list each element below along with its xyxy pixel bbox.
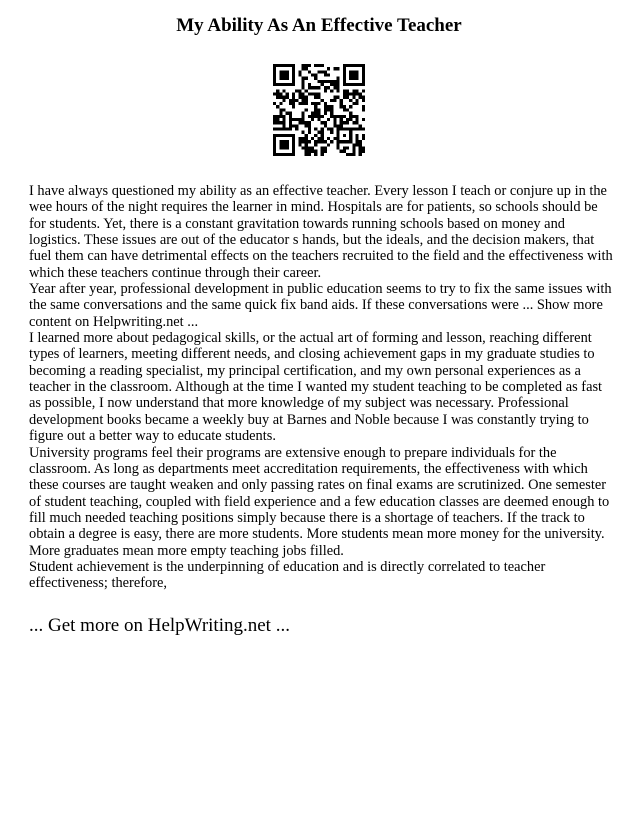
get-more-link[interactable]: ... Get more on HelpWriting.net ... <box>29 615 290 636</box>
paragraph: Student achievement is the underpinning of education and is directly correlated to teacher effectiveness; therefore, <box>29 558 546 592</box>
paragraph: University programs feel their programs are extensive enough to prepare individuals for the classroom. As long as departments meet accreditation requirements, the effectiveness with which these courses are taught weaken and only passing rates on final exams are scrutinized. One semester of student teaching, coupled with field experience and a few education classes are deemed enough to fill much needed teaching positions simply because there is a shortage of teachers. If the track to obtain a degree is easy, there are more students. More students mean more money for the university. More graduates mean more empty teaching jobs filled. <box>29 444 610 559</box>
paragraph: I learned more about pedagogical skills, or the actual art of forming and lesson, reaching different types of learners, meeting different needs, and closing achievement gaps in my graduate studies to becoming a reading specialist, my principal certification, and my own personal experiences as a teacher in the classroom. Although at the time I wanted my student teaching to be completed as fast as possible, I now understand that more knowledge of my subject was necessary. Professional development books became a weekly buy at Barnes and Noble because I was constantly trying to figure out a better way to educate students. <box>29 330 603 445</box>
qr-code-icon <box>273 64 365 156</box>
qr-code-graphic <box>273 64 365 156</box>
essay-body <box>29 183 613 592</box>
paragraph: Year after year, professional development in public education seems to try to fix the same issues with the same conversations and the same quick fix band aids. If these conversations were ... Show more content on Helpwriting.net ... <box>29 281 612 330</box>
page-title: My Ability As An Effective Teacher <box>176 15 462 36</box>
paragraph: I have always questioned my ability as an effective teacher. Every lesson I teach or conjure up in the wee hours of the night requires the learner in mind. Hospitals are for patients, so schools should be for students. Yet, there is a constant gravitation towards running schools based on money and logistics. These issues are out of the educator s hands, but the ideals, and the decision makers, that fuel them can have detrimental effects on the teachers recruited to the field and the effectiveness with which these teachers continue through their career. <box>29 183 613 281</box>
